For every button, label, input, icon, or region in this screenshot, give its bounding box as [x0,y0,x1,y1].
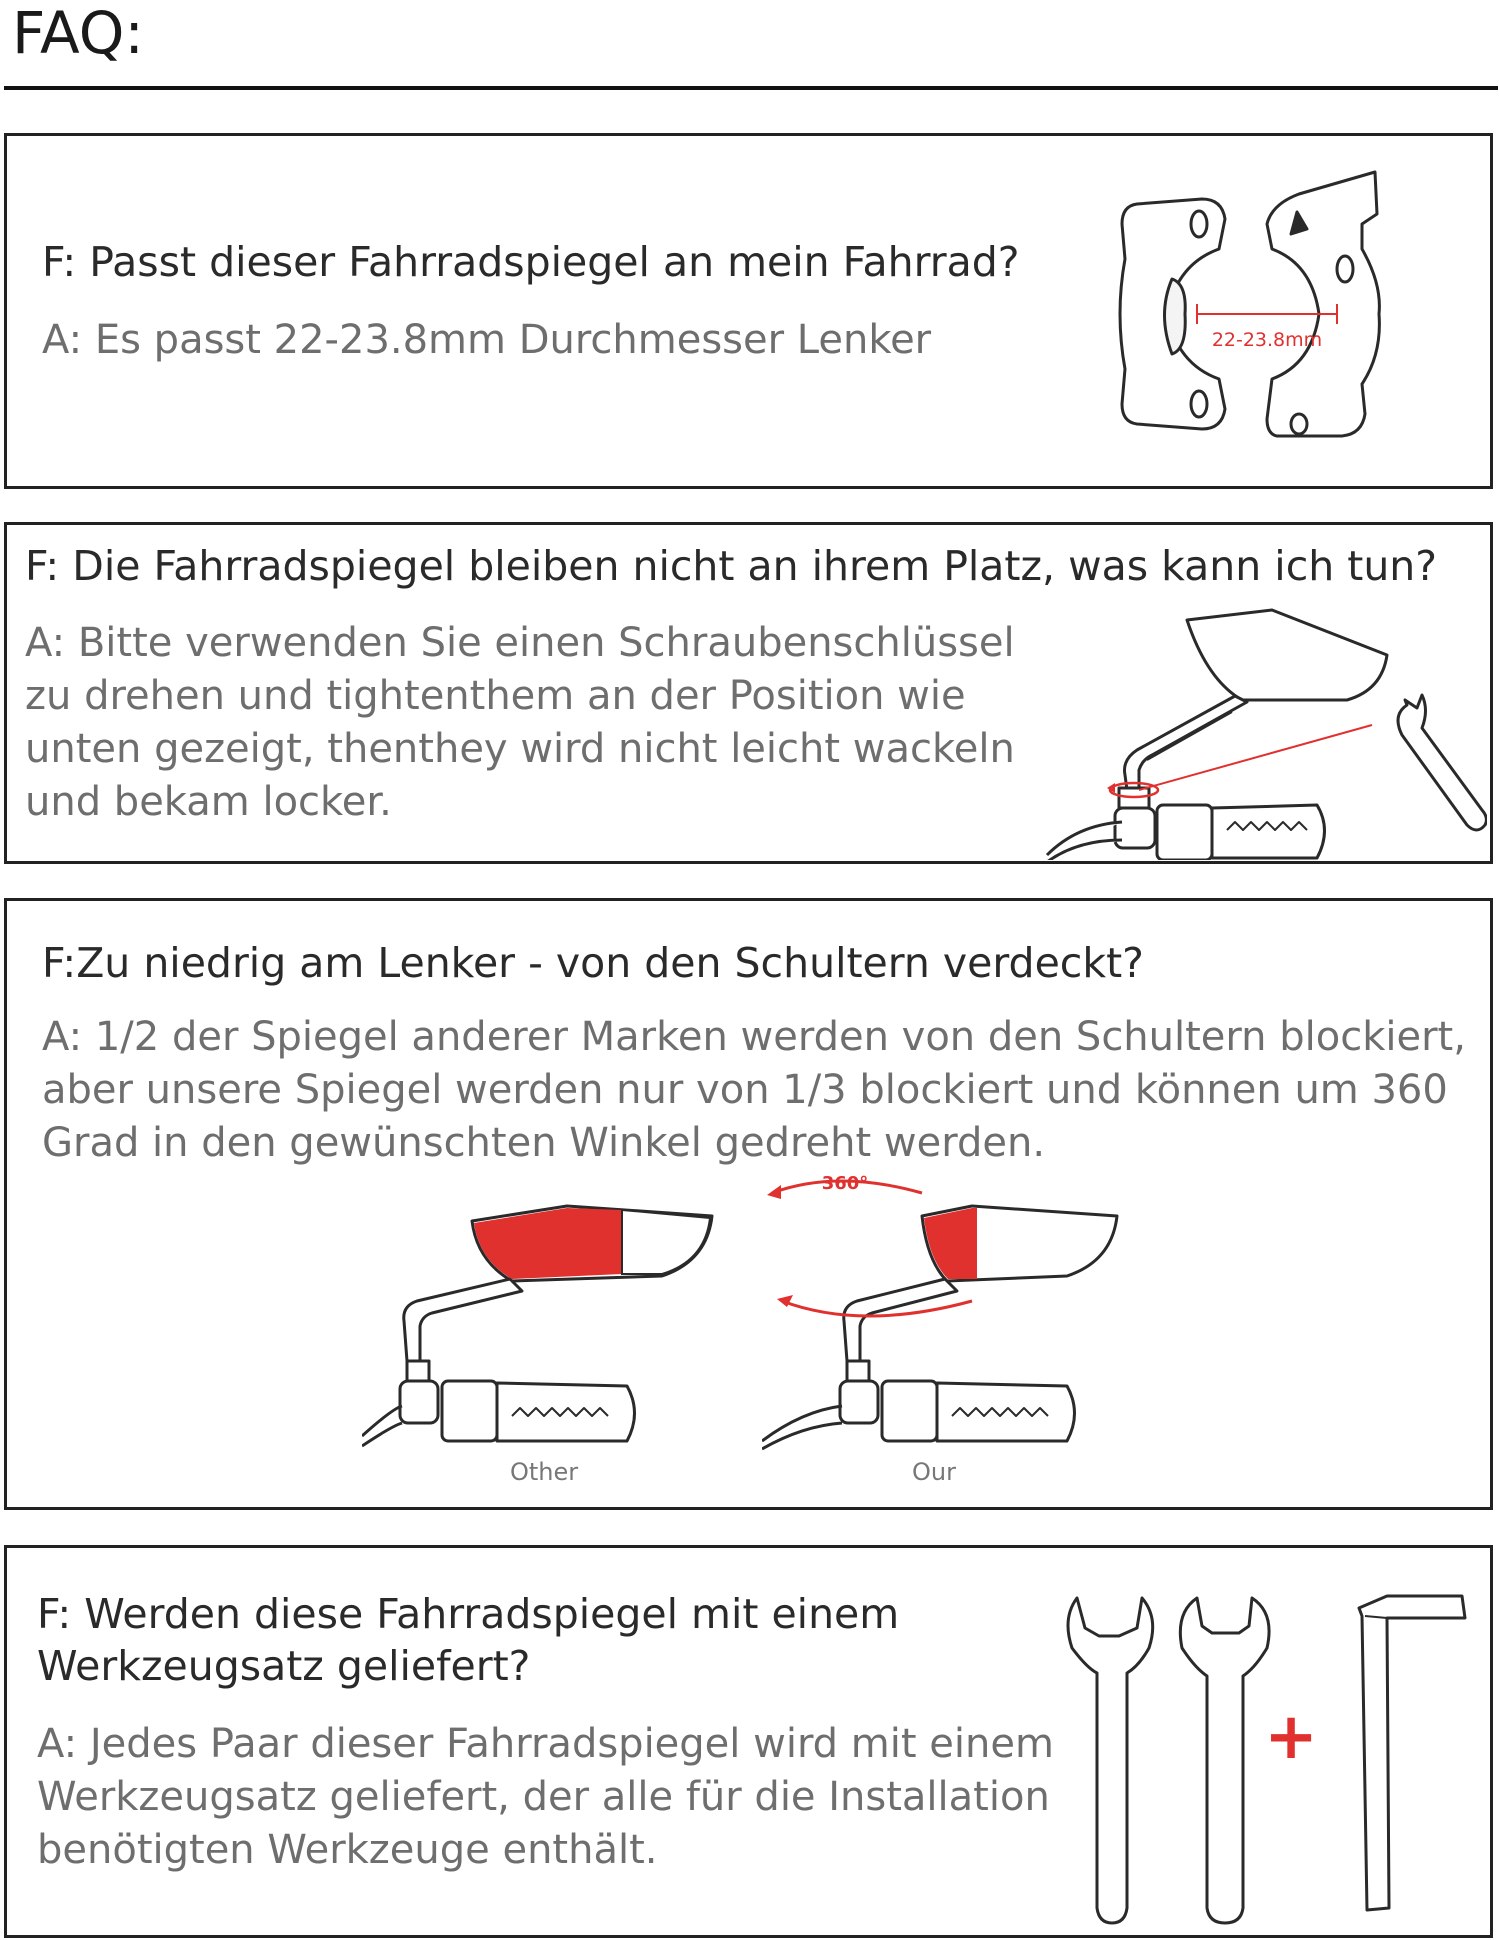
tool-set-icon [1057,1588,1487,1928]
faq-card-loose [4,522,1493,864]
faq-card-tools [4,1545,1493,1938]
caption-our: Our [912,1458,956,1486]
caption-other: Other [510,1458,579,1486]
faq-answer: A: 1/2 der Spiegel anderer Marken werden von den Schultern blockiert, aber unsere Spiegel werden nur von 1/3 blockiert und können um 360 Grad in den gewünschten Winkel gedreht werden. [42,1014,1466,1166]
rotation-label: 360° [821,1173,869,1194]
faq-question: F:Zu niedrig am Lenker - von den Schultern verdeckt? [42,939,1144,987]
faq-question: F: Werden diese Fahrradspiegel mit einem Werkzeugsatz geliefert? [37,1590,900,1690]
faq-answer: A: Es passt 22-23.8mm Durchmesser Lenker [42,317,932,363]
faq-card-height [4,898,1493,1510]
plus-sign: + [1264,1700,1318,1774]
mirror-other-icon [362,1191,742,1451]
faq-question: F: Passt dieser Fahrradspiegel an mein Fahrrad? [42,238,1020,286]
page-title: FAQ: [12,0,144,67]
title-divider [4,86,1498,90]
faq-answer: A: Bitte verwenden Sie einen Schraubenschlüssel zu drehen und tightenthem an der Position wie unten gezeigt, thenthey wird nicht leicht wackeln und bekam locker. [25,620,1015,825]
mirror-our-icon [762,1161,1142,1451]
mirror-wrench-icon [1027,600,1487,860]
faq-answer: A: Jedes Paar dieser Fahrradspiegel wird mit einem Werkzeugsatz geliefert, der alle für die Installation benötigten Werkzeuge enthält. [37,1721,1054,1873]
clamp-dimension-label: 22-23.8mm [1211,329,1323,351]
faq-card-fit [4,133,1493,489]
clamp-diagram-icon [1107,154,1407,474]
faq-question: F: Die Fahrradspiegel bleiben nicht an ihrem Platz, was kann ich tun? [25,542,1438,590]
